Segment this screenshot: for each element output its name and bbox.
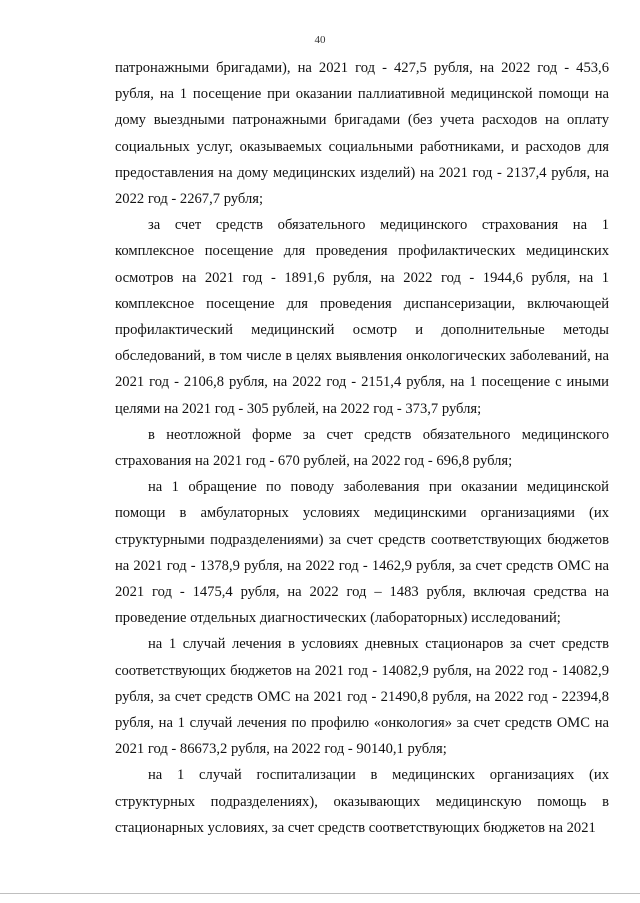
paragraph-palliative-continuation: патронажными бригадами), на 2021 год - 427,5 рубля, на 2022 год - 453,6 рубля, на 1 посещение при оказании паллиативной медицинской помощи на дому выездными патронажными бригадами (без учета расходов на оплату социальных услуг, оказываемых социальными работниками, и расходов для предоставления на дому медицинских изделий) на 2021 год - 2137,4 рубля, на 2022 год - 2267,7 рубля; bbox=[115, 60, 609, 208]
paragraph-outpatient-disease: на 1 обращение по поводу заболевания при оказании медицинской помощи в амбулаторных условиях медицинскими организациями (их структурными подразделениями) за счет средств соответствующих бюджетов на 2021 год - 1378,9 рубля, на 2022 год - 1462,9 рубля, за счет средств ОМС на 2021 год - 1475,4 рубля, на 2022 год – 1483 рубля, включая средства на проведение отдельных диагностических (лабораторных) исследований; bbox=[115, 479, 609, 627]
paragraph-urgent-care: в неотложной форме за счет средств обязательного медицинского страхования на 2021 год - 670 рублей, на 2022 год - 696,8 рубля; bbox=[115, 426, 609, 470]
paragraph-day-hospital: на 1 случай лечения в условиях дневных стационаров за счет средств соответствующих бюджетов на 2021 год - 14082,9 рубля, на 2022 год - 14082,9 рубля, за счет средств ОМС на 2021 год - 21490,8 рубля, на 2022 год - 22394,8 рубля, на 1 случай лечения по профилю «онкология» за счет средств ОМС на 2021 год - 86673,2 рубля, на 2022 год - 90140,1 рубля; bbox=[115, 636, 609, 758]
document-body bbox=[115, 55, 609, 841]
bottom-edge-line bbox=[0, 893, 640, 894]
page-number: 40 bbox=[314, 34, 326, 46]
paragraph-oms-preventive: за счет средств обязательного медицинского страхования на 1 комплексное посещение для проведения профилактических медицинских осмотров на 2021 год - 1891,6 рубля, на 2022 год - 1944,6 рубля, на 1 комплексное посещение для проведения диспансеризации, включающей профилактический медицинский осмотр и дополнительные методы обследований, в том числе в целях выявления онкологических заболеваний, на 2021 год - 2106,8 рубля, на 2022 год - 2151,4 рубля, на 1 посещение с иными целями на 2021 год - 305 рублей, на 2022 год - 373,7 рубля; bbox=[115, 217, 609, 417]
paragraph-hospitalization: на 1 случай госпитализации в медицинских организациях (их структурных подразделениях), оказывающих медицинскую помощь в стационарных условиях, за счет средств соответствующих бюджетов на 2021 bbox=[115, 767, 609, 836]
